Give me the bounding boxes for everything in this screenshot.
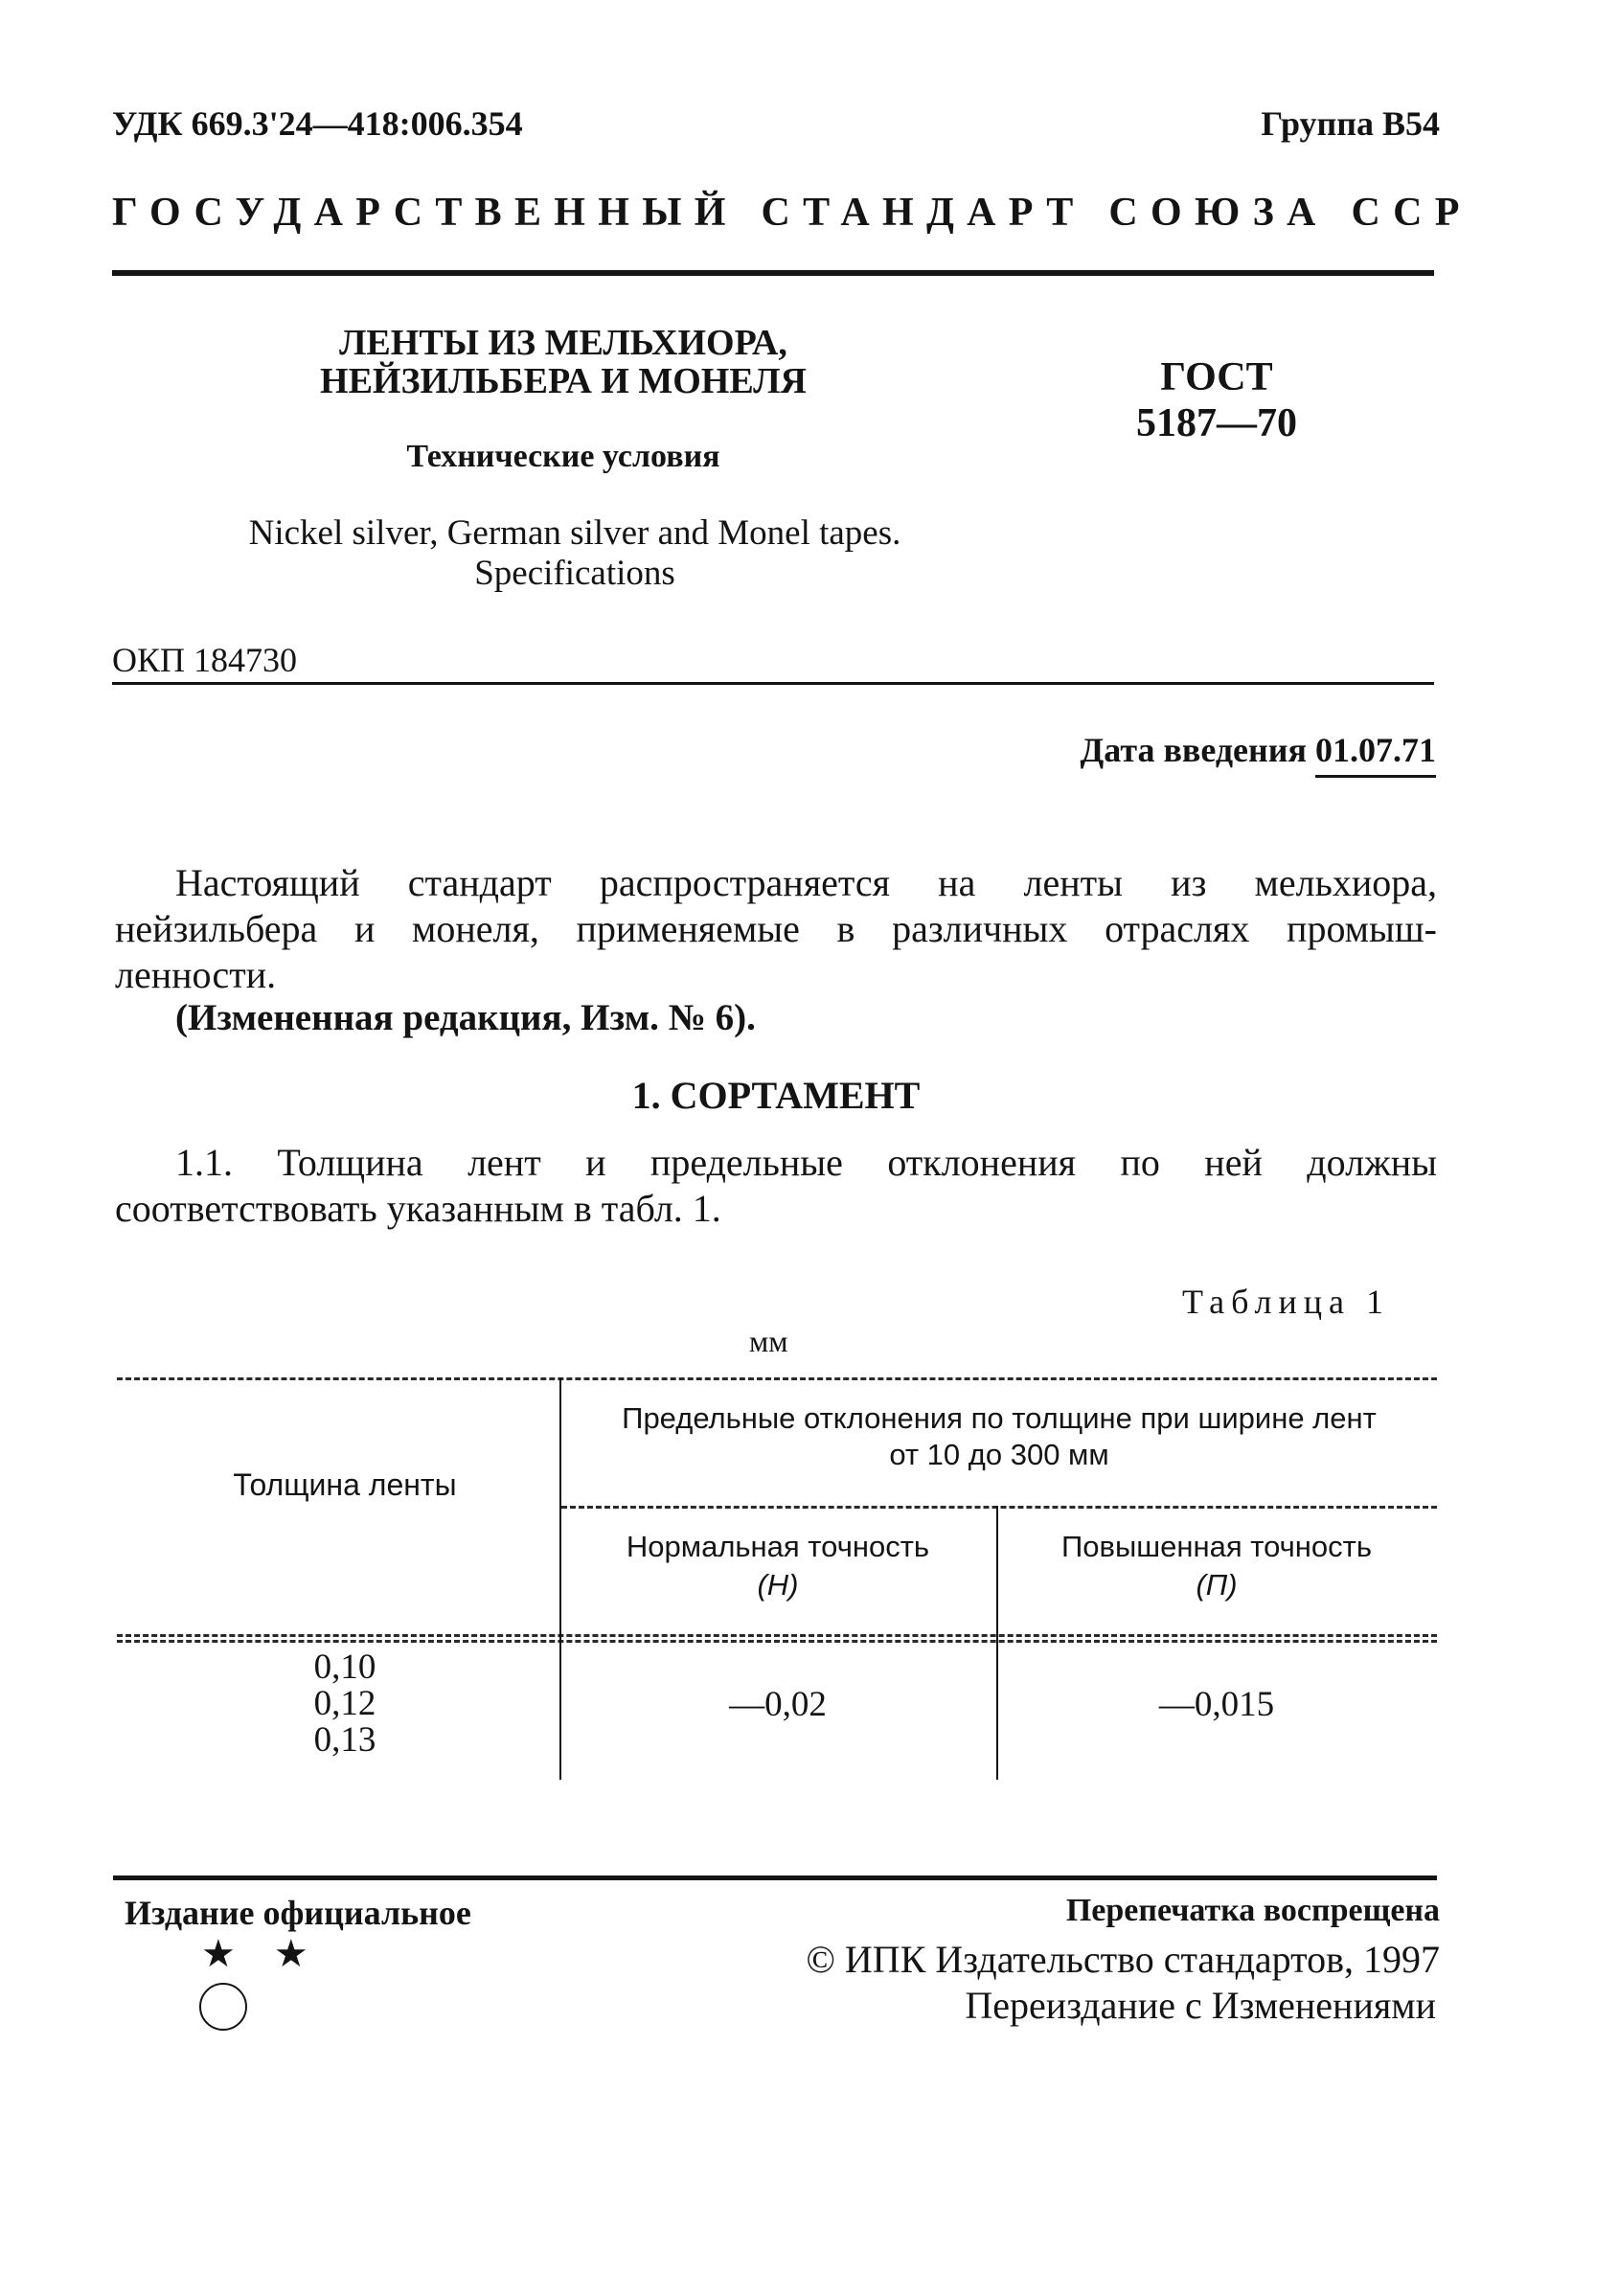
- state-standard-heading: ГОСУДАРСТВЕННЫЙ СТАНДАРТ СОЮЗА ССР: [112, 191, 1472, 235]
- circle-icon: [199, 1983, 247, 2031]
- star-icons: ★★: [201, 1932, 347, 1975]
- gost-label: ГОСТ: [1160, 355, 1273, 399]
- header-normal-line-1: Нормальная точность: [626, 1530, 930, 1563]
- title-line-1: ЛЕНТЫ ИЗ МЕЛЬХИОРА,: [339, 323, 787, 363]
- table-row: 0,10: [313, 1648, 376, 1687]
- header-high-line-1: Повышенная точность: [1060, 1530, 1373, 1563]
- footer-rule: [113, 1875, 1437, 1880]
- header-thickness: Толщина ленты: [233, 1467, 457, 1502]
- header-deviation-line-2: от 10 до 300 мм: [889, 1438, 1109, 1471]
- clause-1-1-line-1: 1.1. Толщина лент и предельные отклонения по ней должны: [175, 1141, 1437, 1184]
- table-unit: мм: [749, 1324, 788, 1358]
- group-code: Группа В54: [1261, 104, 1440, 143]
- intro-line-3: ленности.: [115, 953, 277, 996]
- udk-code: УДК 669.3'24—418:006.354: [112, 104, 523, 143]
- effective-date-label: Дата введения: [1080, 731, 1307, 769]
- english-title: [144, 513, 1006, 594]
- thickness-values: [249, 1649, 441, 1759]
- table-header-rule: [117, 1634, 1437, 1637]
- okp-rule: [112, 682, 1434, 685]
- table-top-rule: [117, 1377, 1437, 1380]
- okp-code: ОКП 184730: [112, 641, 298, 679]
- reissue-line: Переиздание с Изменениями: [965, 1984, 1436, 2027]
- effective-date: [1081, 730, 1437, 770]
- header-deviation-line-1: Предельные отклонения по толщине при ширине лент: [622, 1401, 1377, 1435]
- effective-date-value: 01.07.71: [1315, 731, 1436, 778]
- normal-deviation-value: —0,02: [729, 1685, 827, 1724]
- intro-line-2: нейзильбера и монеля, применяемые в различных отраслях промыш-: [115, 907, 1437, 950]
- gost-designation: [1082, 354, 1351, 446]
- section-title: 1. СОРТАМЕНТ: [631, 1074, 921, 1117]
- copyright-line: © ИПК Издательство стандартов, 1997: [806, 1938, 1440, 1981]
- gost-number: 5187—70: [1136, 401, 1297, 445]
- intro-paragraph: [115, 860, 1437, 998]
- table-header-rule-double: [117, 1640, 1437, 1643]
- clause-1-1: [115, 1140, 1437, 1232]
- english-title-line-2: Specifications: [474, 554, 675, 593]
- table-row: 0,13: [313, 1720, 376, 1760]
- amendment-note: (Измененная редакция, Изм. № 6).: [175, 997, 756, 1038]
- table-subheader-rule: [561, 1506, 1437, 1509]
- high-deviation-value: —0,015: [1158, 1685, 1275, 1724]
- header-deviation: [561, 1400, 1437, 1473]
- reprint-prohibited: Перепечатка воспрещена: [1065, 1893, 1440, 1928]
- document-subtitle: Технические условия: [406, 439, 720, 474]
- header-normal-line-2: (Н): [757, 1568, 799, 1602]
- clause-1-1-line-2: соответствовать указанным в табл. 1.: [115, 1187, 721, 1230]
- header-high-line-2: (П): [1196, 1568, 1238, 1602]
- intro-line-1: Настоящий стандарт распространяется на ленты из мельхиора,: [175, 861, 1437, 904]
- table-label: Таблица 1: [1182, 1283, 1390, 1321]
- header-normal-accuracy: [561, 1528, 994, 1604]
- document-title: [295, 324, 832, 400]
- header-high-accuracy: [998, 1528, 1435, 1604]
- header-rule: [112, 270, 1434, 276]
- title-line-2: НЕЙЗИЛЬБЕРА И МОНЕЛЯ: [320, 361, 807, 401]
- official-edition: Издание официальное: [125, 1894, 471, 1932]
- english-title-line-1: Nickel silver, German silver and Monel tapes.: [248, 513, 901, 553]
- table-row: 0,12: [313, 1684, 376, 1723]
